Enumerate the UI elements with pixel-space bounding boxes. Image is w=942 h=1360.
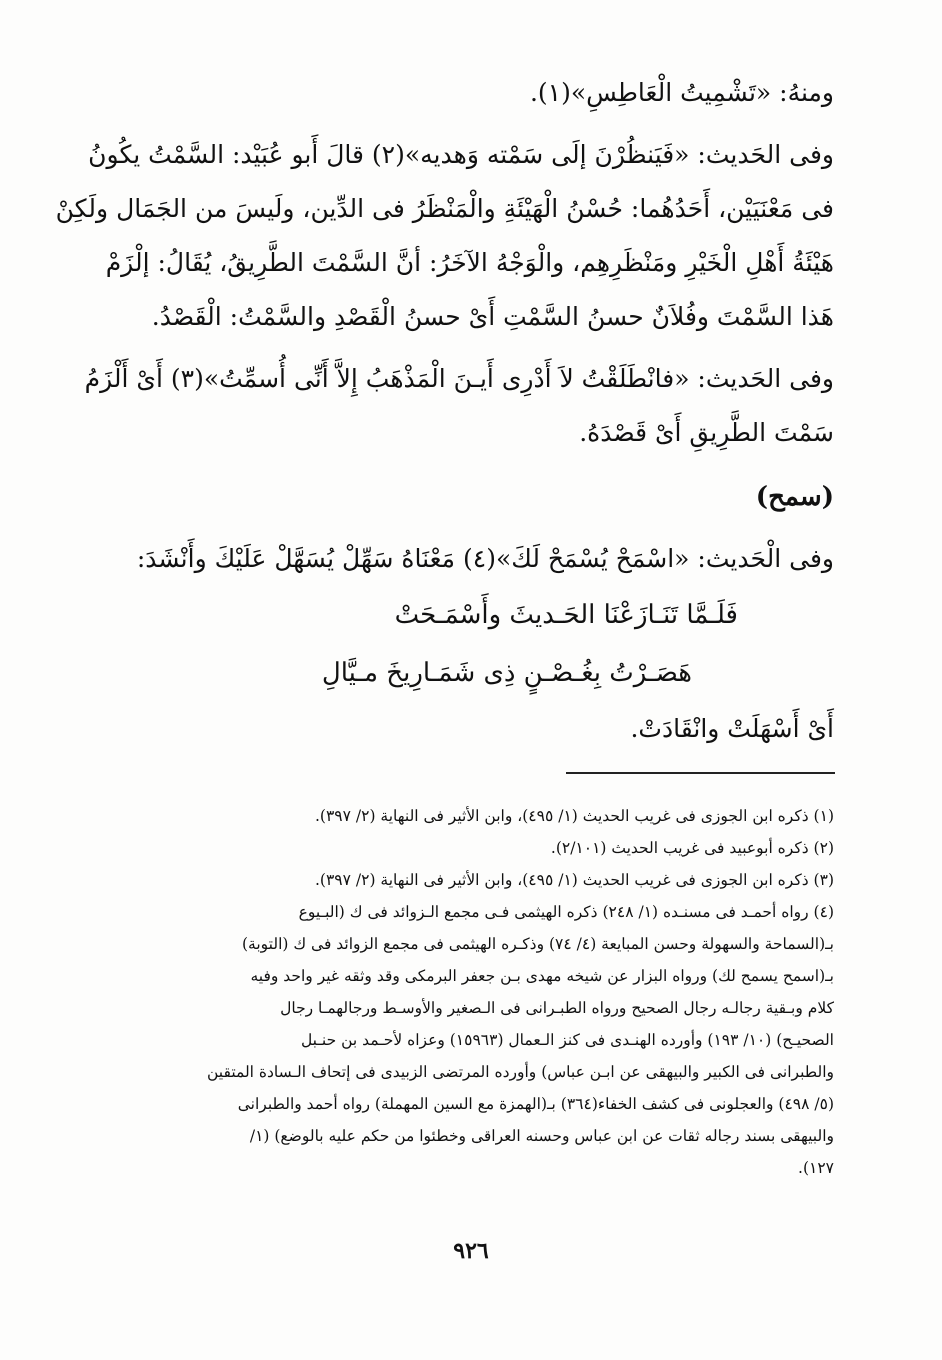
text-line-8: وفى الْحَديث: «اسْمَحْ يُسْمَحْ لَكَ»(٤) مَعْنَاهُ سَهِّلْ يُسَهَّلْ عَلَيْكَ وأَنْشَدَ: — [136, 544, 834, 573]
page-number: ٩٢٦ — [453, 1238, 489, 1264]
footnote-line: ١٢٧). — [798, 1159, 834, 1177]
main-text — [55, 66, 834, 756]
footnote-line: كلام وبـقية رجالـه رجال الصحيح ورواه الطبـرانى فى الـصغير والأوسـط ورجالهمـا رجال — [280, 999, 834, 1017]
footnotes — [116, 800, 834, 1184]
footnote-divider — [566, 772, 835, 774]
footnote-line: والطبرانى فى الكبير والبيهقى عن ابـن عباس) وأورده المرتضى الزبيدى فى إتحاف الـسادة المتقين — [207, 1063, 834, 1081]
footnote-line: (٥/ ٤٩٨) والعجلونى فى كشف الخفاء(٣٦٤) بـ(الهمزة مع السين المهملة) رواه أحمد والطبرانى — [237, 1095, 834, 1113]
section-heading: (سمح) — [755, 482, 834, 512]
text-line-1: ومنهُ: «تَشْمِيتُ الْعَاطِسِ»(١). — [529, 78, 834, 107]
footnote-line: والبيهقى بسند رجاله ثقات عن ابن عباس وحسنه العراقى وخطئوا من حكم عليه بالوضع) (١/ — [249, 1127, 834, 1145]
footnote-line: (٤) رواه أحمـد فى مسنـده (١/ ٢٤٨) ذكره الهيثمى فـى مجمع الـزوائد فى ك (البـيوع — [298, 903, 834, 921]
text-line-2: وفى الحَديث: «فَيَنظُرْنَ إلَى سَمْته وَهديه»(٢) قالَ أَبو عُبَيْد: السَّمْتُ يكُونُ — [88, 140, 834, 169]
text-line-7: سَمْتَ الطَّرِيقِ أَىْ قَصْدَهُ. — [579, 418, 834, 447]
footnote-line: (٢) ذكره أبوعبيد فى غريب الحديث (٢/١٠١). — [550, 839, 834, 857]
footnote-line: الصحيـح) (١٠/ ١٩٣) وأورده الهنـدى فى كنز الـعمال (١٥٩٦٣) وعزاه لأحـمد بن حنـبل — [300, 1031, 834, 1049]
footnote-line: بـ(السماحة والسهولة وحسن المبايعة (٤/ ٧٤) وذكـره الهيثمى فى مجمع الزوائد فى ك (التوبة) — [241, 935, 834, 953]
footnote-line: (١) ذكره ابن الجوزى فى غريب الحديث (١/ ٤٩٥)، وابن الأثير فى النهاية (٢/ ٣٩٧). — [314, 807, 834, 825]
poem-verse-1: فَلَـمَّا تَنَـازَعْنَا الحَـديثَ وأَسْمَـحَتْ — [394, 600, 738, 630]
footnote-line: بـ(اسمح يسمح لك) ورواه البزار عن شيخه مهدى بـن جعفر البرمكى وقد وثقه غير واحد وفيه — [250, 967, 834, 985]
text-line-9: أَىْ أَسْهَلَتْ وانْقَادَتْ. — [630, 714, 834, 743]
poem-verse-2: هَصَـرْتُ بِغُـصْـنٍ ذِى شَمَـارِيخَ مـيَّالِ — [321, 658, 692, 688]
text-line-6: وفى الحَديث: «فانْطَلَقْتُ لاَ أَدْرِى أَيـنَ الْمَذْهَبُ إِلاَّ أَنِّى أُسمِّتُ»(٣) أَىْ أَلْزَمُ — [84, 364, 834, 393]
footnote-line: (٣) ذكره ابن الجوزى فى غريب الحديث (١/ ٤٩٥)، وابن الأثير فى النهاية (٢/ ٣٩٧). — [314, 871, 834, 889]
text-line-4: هَيْئَةُ أَهْلِ الْخَيْرِ ومَنْظَرِهِم، والْوَجْهُ الآخَرُ: أنَّ السَّمْتَ الطَّرِيقُ، يُقَالُ: إلْزَمْ — [105, 248, 834, 277]
text-line-5: هَذا السَّمْتَ وفُلاَنٌ حسنُ السَّمْتِ أَىْ حسنُ الْقَصْدِ والسَّمْتُ: الْقَصْدُ. — [151, 302, 834, 331]
text-line-3: فى مَعْنَيَيْن، أَحَدُهُما: حُسْنُ الْهَيْئَةِ والْمَنْظَرُ فى الدِّين، ولَيسَ من الجَمَال ولَكِنْ — [55, 194, 834, 223]
